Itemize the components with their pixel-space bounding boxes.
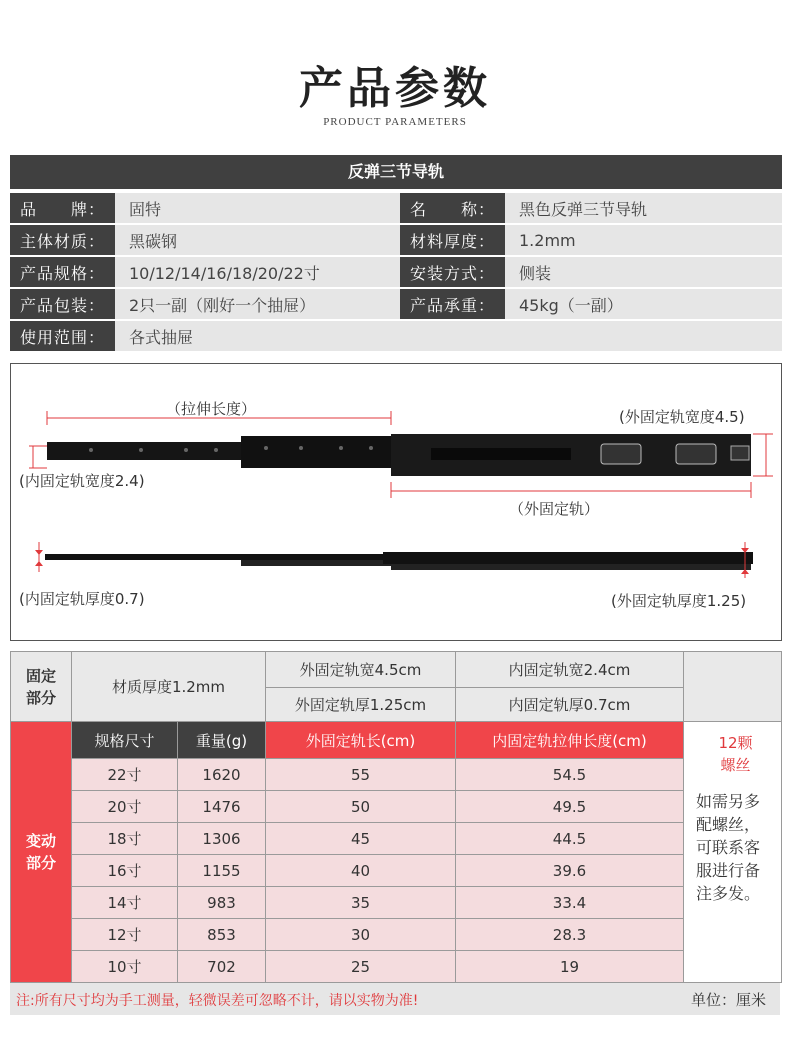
weight-cell: 702 [178,951,266,983]
size-cell: 18寸 [72,823,178,855]
variable-part-label: 变动 部分 [11,722,72,983]
page-subtitle: PRODUCT PARAMETERS [323,116,467,128]
inner-stretch-cell: 44.5 [456,823,684,855]
screw-note: 如需另多配螺丝，可联系客服进行备注多发。 [696,792,761,903]
outer-length-cell: 40 [266,855,456,887]
param-key: 产品规格： [10,256,115,288]
blank-cell [684,652,782,722]
param-key: 品 牌： [10,193,115,224]
param-key: 使用范围： [10,320,115,352]
outer-rail-label: （外固定轨） [509,500,600,518]
param-key: 名 称： [400,193,505,224]
param-key: 主体材质： [10,224,115,256]
param-key: 产品承重： [400,288,505,320]
col-header-inner-stretch: 内固定轨拉伸长度(cm) [456,722,684,759]
param-value: 各式抽屉 [115,320,782,352]
screw-note-cell [684,722,782,983]
params-row [10,288,782,320]
measurement-disclaimer: 注:所有尺寸均为手工测量，轻微误差可忽略不计，请以实物为准! [16,993,419,1009]
page-title: 产品参数 [299,63,491,114]
inner-stretch-cell: 54.5 [456,759,684,791]
weight-cell: 853 [178,919,266,951]
param-value: 黑碳钢 [115,224,400,256]
params-row [10,224,782,256]
stretch-length-label: （拉伸长度） [166,400,257,418]
product-name-bar: 反弹三节导轨 [10,155,782,189]
table-row [11,919,782,951]
inner-stretch-cell: 19 [456,951,684,983]
weight-cell: 1620 [178,759,266,791]
params-row [10,320,782,352]
params-row [10,256,782,288]
inner-stretch-cell: 33.4 [456,887,684,919]
material-thickness: 材质厚度1.2mm [72,652,266,722]
inner-stretch-cell: 39.6 [456,855,684,887]
table-row [11,759,782,791]
size-cell: 14寸 [72,887,178,919]
param-key: 安装方式： [400,256,505,288]
table-row [11,823,782,855]
weight-cell: 1306 [178,823,266,855]
param-value: 固特 [115,193,400,224]
param-value: 侧装 [505,256,782,288]
col-header-size: 规格尺寸 [72,722,178,759]
param-value: 10/12/14/16/18/20/22寸 [115,256,400,288]
inner-stretch-cell: 49.5 [456,791,684,823]
param-value: 1.2mm [505,224,782,256]
weight-cell: 1476 [178,791,266,823]
outer-width-label: (外固定轨宽度4.5) [619,408,745,426]
outer-thickness-cell: 外固定轨厚1.25cm [266,688,456,722]
table-row [11,855,782,887]
weight-cell: 1155 [178,855,266,887]
spec-table [10,651,782,983]
table-row [11,887,782,919]
param-value: 2只一副（刚好一个抽屉） [115,288,400,320]
outer-length-cell: 25 [266,951,456,983]
footer-bar [10,983,780,1015]
outer-width-cell: 外固定轨宽4.5cm [266,652,456,688]
outer-length-cell: 50 [266,791,456,823]
size-cell: 16寸 [72,855,178,887]
inner-thickness-label: (内固定轨厚度0.7) [19,590,145,608]
fixed-part-label: 固定 部分 [11,652,72,722]
col-header-weight: 重量(g) [178,722,266,759]
param-value: 45kg（一副） [505,288,782,320]
weight-cell: 983 [178,887,266,919]
inner-thickness-cell: 内固定轨厚0.7cm [456,688,684,722]
table-row [11,951,782,983]
fixed-row [11,652,782,688]
params-row [10,193,782,224]
outer-length-cell: 35 [266,887,456,919]
outer-length-cell: 45 [266,823,456,855]
header-row [11,722,782,759]
size-cell: 22寸 [72,759,178,791]
outer-length-cell: 30 [266,919,456,951]
rail-diagram [10,363,782,641]
col-header-outer-length: 外固定轨长(cm) [266,722,456,759]
inner-width-cell: 内固定轨宽2.4cm [456,652,684,688]
size-cell: 10寸 [72,951,178,983]
inner-stretch-cell: 28.3 [456,919,684,951]
inner-width-label: (内固定轨宽度2.4) [19,472,145,490]
unit-label: 单位：厘米 [690,991,766,1009]
param-key: 产品包装： [10,288,115,320]
param-value: 黑色反弹三节导轨 [505,193,782,224]
outer-thickness-label: (外固定轨厚度1.25) [611,592,747,610]
screw-count: 12颗 螺丝 [718,734,753,774]
param-key: 材料厚度： [400,224,505,256]
size-cell: 12寸 [72,919,178,951]
size-cell: 20寸 [72,791,178,823]
table-row [11,791,782,823]
params-table [10,193,782,353]
outer-length-cell: 55 [266,759,456,791]
